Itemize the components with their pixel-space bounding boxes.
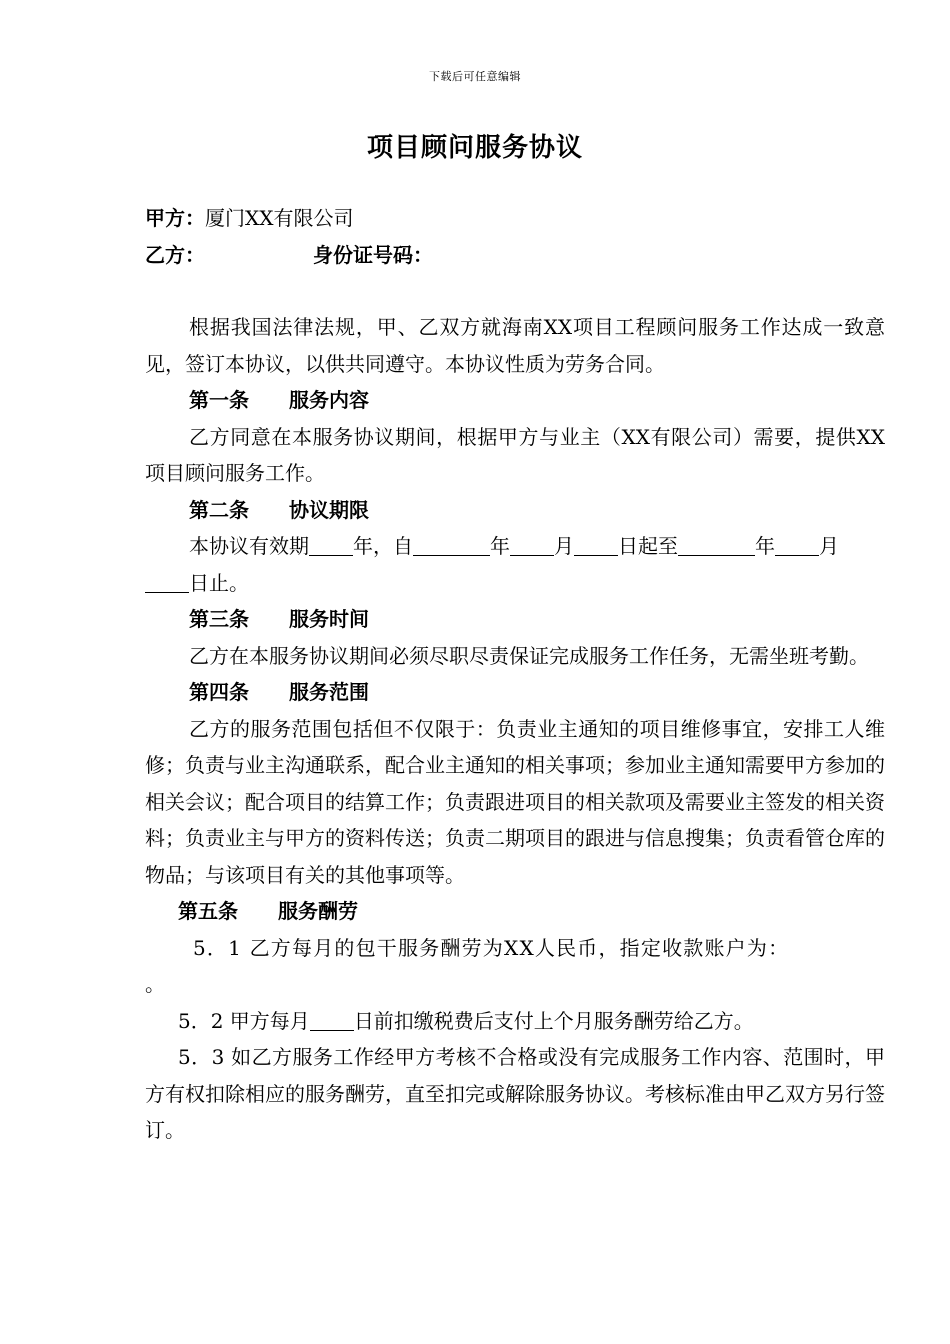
article-2-heading: 第二条 协议期限 <box>189 497 369 522</box>
payment-day-blank <box>310 1008 354 1031</box>
start-year-blank <box>413 533 490 556</box>
article-2-text-line2: 日止。 <box>145 565 885 602</box>
article-1-heading: 第一条 服务内容 <box>189 388 369 412</box>
start-day-blank <box>574 533 618 556</box>
article-3-text: 乙方在本服务协议期间必须尽职尽责保证完成服务工作任务，无需坐班考勤。 <box>189 643 869 668</box>
article-5-heading: 第五条 服务酬劳 <box>178 899 358 923</box>
clause-5-1-end: 。 <box>145 972 165 996</box>
years-blank <box>309 533 353 556</box>
party-b-label: 乙方： <box>145 242 205 267</box>
end-year-blank <box>678 533 755 556</box>
article-4-text: 乙方的服务范围包括但不仅限于：负责业主通知的项目维修事宜，安排工人维修；负责与业主沟通联系，配合业主通知的相关事项；参加业主通知需要甲方参加的相关会议；配合项目的结算工作；负责跟进项目的相关款项及需要业主签发的相关资料；负责业主与甲方的资料传送；负责二期项目的跟进与信息搜集；负责看管仓库的物品；与该项目有关的其他事项等。 <box>145 716 885 887</box>
document-title: 项目顾问服务协议 <box>366 133 583 163</box>
end-day-blank <box>145 570 189 593</box>
header-note: 下载后可任意编辑 <box>429 70 521 83</box>
clause-5-1: 5．1 乙方每月的包干服务酬劳为XX人民币，指定收款账户为： <box>193 935 790 960</box>
article-1-text: 乙方同意在本服务协议期间，根据甲方与业主（XX有限公司）需要，提供XX项目顾问服务工作。 <box>145 424 885 485</box>
end-month-blank <box>775 533 819 556</box>
start-month-blank <box>510 533 554 556</box>
article-4-heading: 第四条 服务范围 <box>189 680 369 704</box>
clause-5-2: 5．2 甲方每月 日前扣缴税费后支付上个月服务酬劳给乙方。 <box>178 1008 754 1033</box>
clause-5-3: 5．3 如乙方服务工作经甲方考核不合格或没有完成服务工作内容、范围时，甲方有权扣除相应的服务酬劳，直至扣完或解除服务协议。考核标准由甲乙双方另行签订。 <box>145 1045 885 1142</box>
intro-paragraph: 根据我国法律法规，甲、乙双方就海南XX项目工程顾问服务工作达成一致意见，签订本协议，以供共同遵守。本协议性质为劳务合同。 <box>145 315 885 376</box>
party-a-label: 甲方： <box>145 206 205 230</box>
article-3-heading: 第三条 服务时间 <box>189 607 369 631</box>
id-number-label: 身份证号码： <box>313 242 433 267</box>
party-a-value: 厦门XX有限公司 <box>205 206 354 230</box>
party-a-line <box>145 200 885 237</box>
party-b-line <box>145 237 885 274</box>
document-body <box>145 200 885 1149</box>
article-2-text-line1: 本协议有效期 年，自 年 月 日起至 年 月 <box>189 534 839 558</box>
